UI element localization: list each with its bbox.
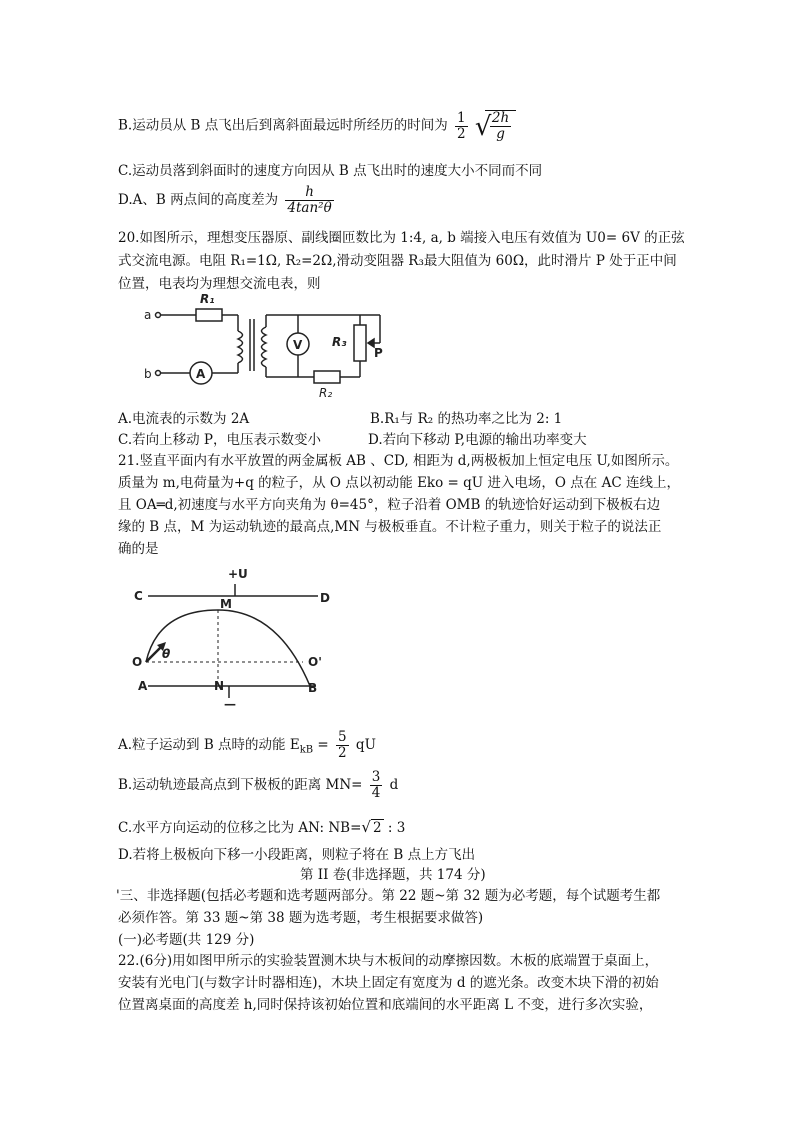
q20-stem-line-2: 式交流电源。电阻 R₁=1Ω, R₂=2Ω,滑动变阻器 R₃最大阻值为 60Ω，此时滑片 P 处于正中间	[118, 253, 677, 269]
q21-field-diagram	[118, 560, 348, 720]
q21-option-c: C.水平方向运动的位移之比为 AN: NB=√ 2 : 3	[118, 818, 406, 836]
q19-option-d-text: D.A、B 两点间的高度差为	[118, 192, 279, 208]
section3-line-1: '三、非选择题(包括必考题和选考题两部分。第 22 题~第 32 题为必考题，每个试题考生都	[116, 888, 661, 904]
r3-label: R₃	[332, 335, 347, 349]
q21-option-b-fraction	[370, 770, 383, 801]
q20-stem-line-1: 20.如图所示，理想变压器原、副线圈匝数比为 1:4, a, b 端接入电压有效值为 U0= 6V 的正弦	[118, 230, 685, 246]
q22-line-3: 位置离桌面的高度差 h,同时保持该初始位置和底端间的水平距离 L 不变，进行多次实验，	[118, 997, 653, 1013]
ammeter-icon: A	[196, 367, 206, 381]
q20-option-b: B.R₁与 R₂ 的热功率之比为 2: 1	[370, 411, 563, 427]
q20-circuit-diagram	[120, 285, 410, 407]
theta-label: θ	[162, 647, 171, 661]
n-label: N	[214, 679, 225, 693]
plus-u-label: +U	[228, 567, 248, 581]
terminal-a-label: a	[144, 308, 152, 322]
q20-option-a: A.电流表的示数为 2A	[118, 411, 250, 427]
section3-line-2: 必须作答。第 33 题~第 38 题为选考题，考生根据要求做答)	[118, 910, 484, 926]
fraction-denominator: 2	[457, 125, 466, 142]
o-prime-label: O'	[308, 655, 322, 669]
q21-option-b-text: B.运动轨迹最高点到下极板的距离 MN=	[118, 777, 363, 793]
q21-option-a-text: A.粒子运动到 B 点時的动能 E	[118, 737, 300, 753]
radicand-denominator: g	[496, 126, 505, 142]
m-label: M	[220, 597, 232, 611]
q19-option-c: C.运动员落到斜面时的速度方向因从 B 点飞出时的速度大小不同而不同	[118, 163, 543, 179]
q20-option-c: C.若向上移动 P，电压表示数变小	[118, 432, 322, 448]
fraction-numerator: h	[285, 185, 333, 201]
q21-option-a-tail: qU	[355, 737, 376, 753]
fraction-denominator: 4tan²θ	[287, 200, 332, 216]
q20-stem-line-3: 位置，电表均为理想交流电表，则	[118, 276, 321, 292]
part2-title: 第 II 卷(非选择题，共 174 分)	[300, 867, 486, 883]
q19-option-d-fraction	[285, 185, 333, 216]
q21-stem-line-1: 21.竖直平面内有水平放置的两金属板 AB 、CD, 相距为 d,两极板加上恒定电压 U,如图所示。	[118, 453, 679, 469]
q21-stem-line-5: 确的是	[118, 541, 159, 557]
q21-option-d: D.若将上极板向下移一小段距离，则粒子将在 B 点上方飞出	[118, 847, 476, 863]
a-label: A	[138, 679, 148, 693]
b-label: B	[308, 681, 318, 695]
fraction-denominator: 2	[338, 745, 347, 761]
terminal-b-label: b	[144, 367, 152, 381]
q19-option-d	[118, 185, 337, 216]
q21-option-c-text: C.水平方向运动的位移之比为 AN: NB=	[118, 820, 362, 836]
voltmeter-icon: V	[293, 338, 303, 352]
c-label: C	[134, 589, 143, 603]
q21-option-a-equals: =	[313, 737, 329, 753]
d-label: D	[320, 591, 330, 605]
fraction-numerator: 5	[338, 729, 347, 745]
required-questions-heading: (一)必考题(共 129 分)	[118, 932, 255, 948]
q21-stem-line-3: 且 OA═d,初速度与水平方向夹角为 θ=45°，粒子沿着 OMB 的轨迹恰好运动到下极板右边	[118, 497, 661, 513]
q21-option-a	[118, 730, 376, 761]
q19-option-b-sqrt: √ $\frac{2h}{g}$	[475, 110, 516, 142]
q21-option-c-tail: : 3	[383, 820, 406, 836]
fraction-numerator: 3	[371, 769, 381, 785]
q19-option-b-coefficient	[455, 111, 468, 142]
q21-stem-line-4: 缘的 B 点，M 为运动轨迹的最高点,MN 与极板垂直。不计粒子重力，则关于粒子的说法正	[118, 519, 662, 535]
q21-option-a-fraction	[336, 730, 349, 761]
radicand-numerator: 2h	[491, 110, 510, 126]
q19-option-b	[118, 110, 516, 142]
r1-label: R₁	[200, 292, 215, 306]
minus-label: —	[224, 697, 236, 711]
q21-stem-line-2: 质量为 m,电荷量为+q 的粒子，从 O 点以初动能 Eko = qU 进入电场，O 点在 AC 连线上，	[118, 475, 680, 491]
fraction-numerator: 1	[457, 109, 466, 126]
q21-option-a-subscript: kB	[299, 744, 314, 756]
o-label: O	[132, 655, 143, 669]
q20-option-d: D.若向下移动 P,电源的输出功率变大	[368, 432, 587, 448]
slider-p-label: P	[374, 346, 383, 360]
q22-line-1: 22.(6分)用如图甲所示的实验装置测木块与木板间的动摩擦因数。木板的底端置于桌面上，	[118, 953, 659, 969]
q21-option-b	[118, 770, 398, 801]
q22-line-2: 安装有光电门(与数字计时器相连)，木块上固定有宽度为 d 的遮光条。改变木块下滑的初始	[118, 975, 659, 991]
q19-option-b-text: B.运动员从 B 点飞出后到离斜面最远时所经历的时间为	[118, 117, 448, 134]
r2-label: R₂	[319, 386, 333, 400]
fraction-denominator: 4	[371, 785, 381, 801]
q21-option-b-tail: d	[389, 777, 399, 793]
q21-option-c-radicand: 2	[372, 820, 382, 836]
